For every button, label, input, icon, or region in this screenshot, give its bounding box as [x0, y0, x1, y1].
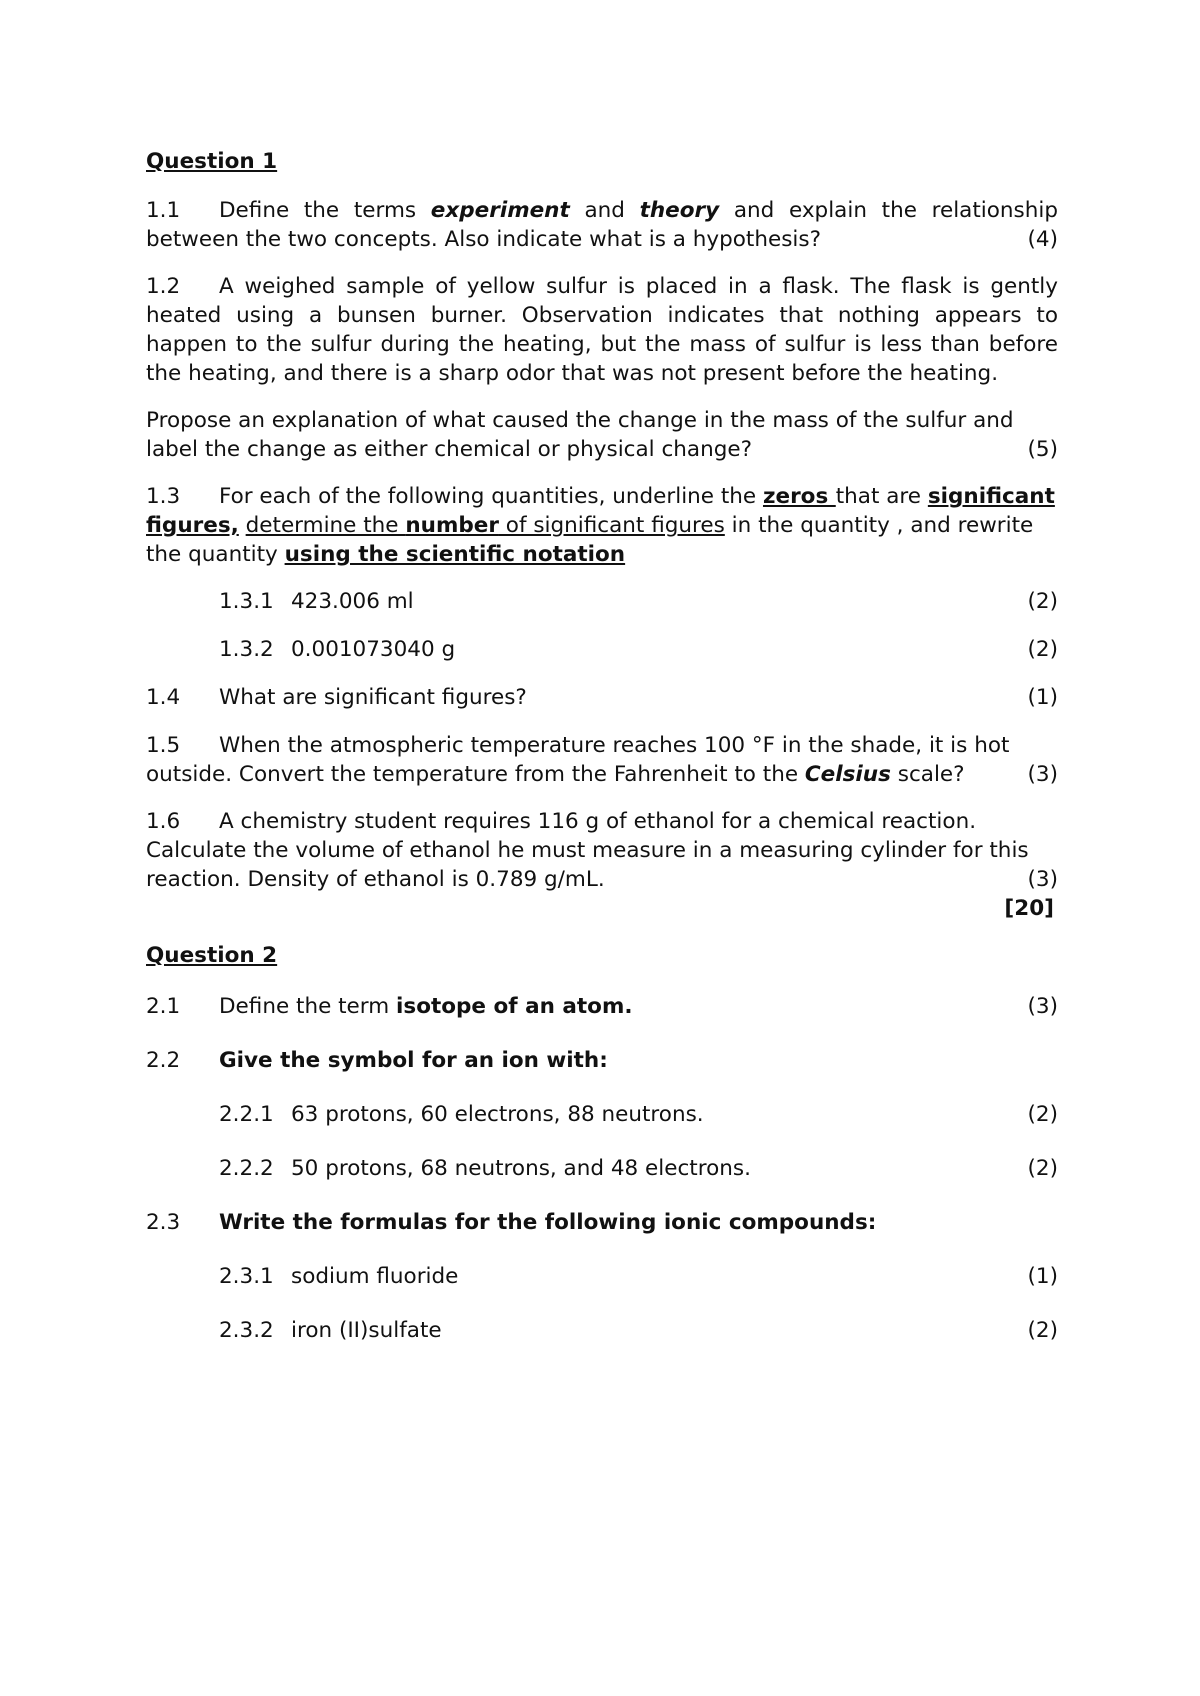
question-1-6: 1.6 A chemistry student requires 116 g of ethanol for a chemical reaction. Calculate the volume of ethanol he must measure in a measuring cylinder for this reaction. Density of ethanol is 0.789 g/mL. (3) [146, 809, 1058, 892]
item-number: 1.3.2 [219, 637, 274, 662]
item-number: 1.3.1 [219, 589, 274, 614]
item-number: 1.1 [146, 198, 181, 223]
mark: (3) [1027, 762, 1058, 787]
mark: (3) [1027, 994, 1058, 1019]
question-2-3-2: 2.3.2 iron (II)sulfate (2) [219, 1318, 1058, 1343]
question-1-4: 1.4 What are significant figures? (1) [146, 685, 1058, 710]
item-number: 1.6 [146, 809, 181, 834]
question-1-5: 1.5 When the atmospheric temperature reaches 100 °F in the shade, it is hot outside. Convert the temperature from the Fahrenheit to the Celsius scale? (3) [146, 733, 1058, 787]
term-celsius: Celsius [804, 762, 891, 787]
mark: (2) [1027, 1102, 1058, 1127]
question-2-3-1: 2.3.1 sodium fluoride (1) [219, 1264, 1058, 1289]
mark: (4) [1027, 227, 1058, 252]
page-content [146, 147, 1058, 1370]
question-1-3-2: 1.3.2 0.001073040 g (2) [219, 637, 1058, 662]
question-1-total: [20] [1004, 896, 1054, 921]
question-2-2: 2.2 Give the symbol for an ion with: [146, 1048, 608, 1073]
emphasis-number: number [405, 513, 499, 538]
question-1-2-follow-up: Propose an explanation of what caused the change in the mass of the sulfur and label the change as either chemical or physical change? (5) [146, 408, 1058, 462]
item-number: 2.2.1 [219, 1102, 274, 1127]
question-1-heading: Question 1 [146, 149, 278, 174]
mark: (1) [1027, 1264, 1058, 1289]
item-number: 2.2 [146, 1048, 181, 1073]
mark: (5) [1027, 437, 1058, 462]
item-number: 1.2 [146, 274, 181, 299]
item-number: 2.3 [146, 1210, 181, 1235]
question-2-body [146, 992, 1058, 1345]
term-theory: theory [639, 198, 720, 223]
term-experiment: experiment [430, 198, 570, 223]
mark: (2) [1027, 589, 1058, 614]
mark: (1) [1027, 685, 1058, 710]
mark: (2) [1027, 1156, 1058, 1181]
question-2-heading: Question 2 [146, 943, 278, 968]
emphasis-zeros: zeros [762, 484, 836, 509]
emphasis-significant-figures: significant figures, [146, 484, 1055, 538]
emphasis-scientific-notation: using the scientific notation [284, 542, 626, 567]
item-number: 1.3 [146, 484, 181, 509]
question-2-2-1: 2.2.1 63 protons, 60 electrons, 88 neutrons. (2) [219, 1102, 1058, 1127]
item-number: 2.2.2 [219, 1156, 274, 1181]
mark: (2) [1027, 637, 1058, 662]
item-number: 2.3.1 [219, 1264, 274, 1289]
question-1-3-1: 1.3.1 423.006 ml (2) [219, 589, 1058, 614]
term-isotope: isotope of an atom. [396, 994, 633, 1019]
question-1-1: 1.1 Define the terms experiment and theory and explain the relationship between the two concepts. Also indicate what is a hypothesis? (4) [146, 198, 1058, 252]
item-number: 2.3.2 [219, 1318, 274, 1343]
question-2-1: 2.1 Define the term isotope of an atom. (3) [146, 994, 1058, 1019]
question-1-3: 1.3 For each of the following quantities, underline the zeros that are significant figures, determine the number of significant figures in the quantity , and rewrite the quantity using the scientific notation [146, 484, 1055, 567]
mark: (2) [1027, 1318, 1058, 1343]
question-1-2: 1.2 A weighed sample of yellow sulfur is placed in a flask. The flask is gently heated using a bunsen burner. Observation indicates that nothing appears to happen to the sulfur during the heating, but the mass of sulfur is less than before the heating, and there is a sharp odor that was not present before the heating. [146, 274, 1058, 386]
mark: (3) [1027, 867, 1058, 892]
question-2-3: 2.3 Write the formulas for the following ionic compounds: [146, 1210, 877, 1235]
question-2-2-2: 2.2.2 50 protons, 68 neutrons, and 48 electrons. (2) [219, 1156, 1058, 1181]
item-number: 2.1 [146, 994, 181, 1019]
item-number: 1.5 [146, 733, 181, 758]
item-number: 1.4 [146, 685, 181, 710]
